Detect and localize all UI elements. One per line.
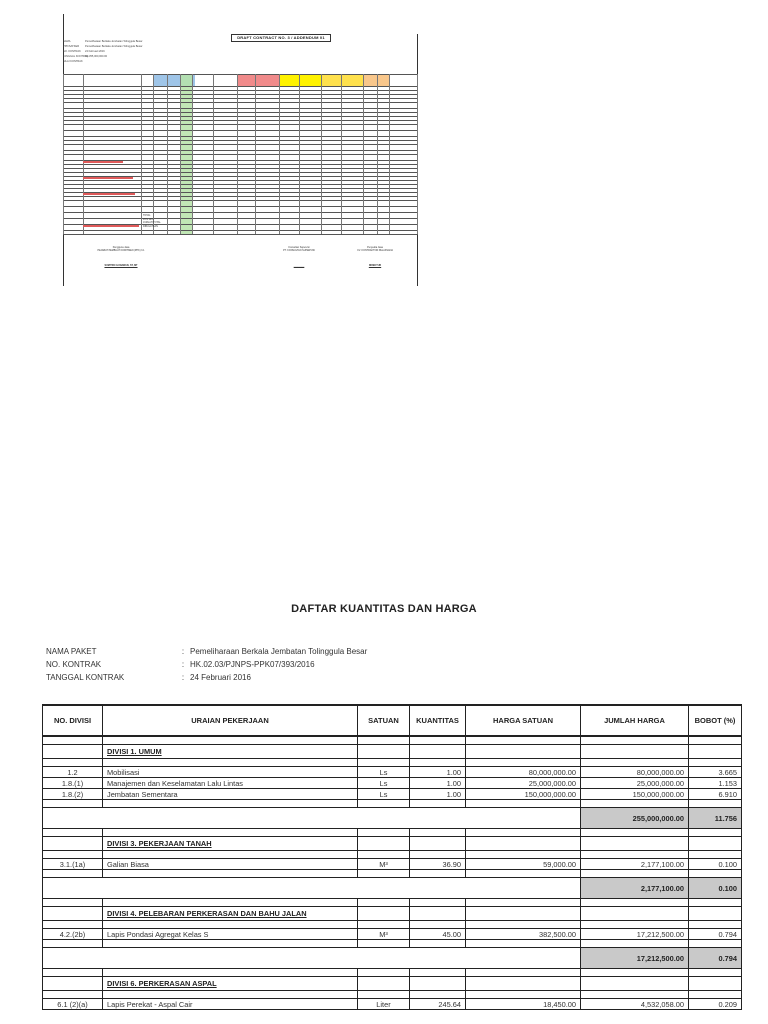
division-name: DIVISI 3. PEKERJAAN TANAH xyxy=(103,837,358,851)
subtotal-weight: 0.100 xyxy=(689,878,742,899)
thumbnail-gridline xyxy=(63,196,418,197)
thumbnail-gridline xyxy=(63,130,418,131)
thumbnail-gridline xyxy=(63,90,418,91)
col-header: KUANTITAS xyxy=(410,705,466,736)
info-label: NAMA PAKET xyxy=(46,647,97,656)
thumbnail-gridline xyxy=(63,230,418,231)
table-header xyxy=(43,705,742,736)
col-header: JUMLAH HARGA xyxy=(581,705,689,736)
thumbnail-gridline xyxy=(63,140,418,141)
signature-supervisi: Konsultan Supervisi PT. KONSULTAN SUPERVISI ________ xyxy=(283,246,315,267)
info-row xyxy=(46,658,367,671)
thumbnail-totals: TOTAL PPN 10% JUMLAH TOTAL DIBULATKAN xyxy=(143,214,161,228)
thumbnail-gridline xyxy=(63,154,418,155)
band-red xyxy=(237,74,279,86)
thumbnail-gridcol xyxy=(279,74,280,234)
col-header: BOBOT (%) xyxy=(689,705,742,736)
thumbnail-gridcol xyxy=(141,74,142,234)
thumbnail-gridline xyxy=(63,168,418,169)
info-value: 24 Februari 2016 xyxy=(190,673,251,682)
signature-penyedia: Penyedia Jasa CV. KONTRAKTOR PELAKSANA DIREKTUR xyxy=(357,246,393,267)
thumbnail-gridline xyxy=(63,164,418,165)
thumbnail-gridline xyxy=(63,74,418,75)
contract-info xyxy=(46,645,367,684)
band-orange xyxy=(363,74,389,86)
thumbnail-gridcol xyxy=(321,74,322,234)
thumbnail-gridcol xyxy=(363,74,364,234)
table-row: 1.2 Mobilisasi Ls 1.00 80,000,000.00 80,000,000.00 3.665 xyxy=(43,767,742,778)
info-value: HK.02.03/PJNPS-PPK07/393/2016 xyxy=(190,660,315,669)
thumbnail-highlight xyxy=(83,225,139,227)
division-row xyxy=(43,977,742,991)
thumbnail-gridline xyxy=(63,98,418,99)
thumbnail-highlight xyxy=(83,177,133,179)
division-row xyxy=(43,837,742,851)
thumbnail-grid xyxy=(63,74,418,234)
thumbnail-gridline xyxy=(63,112,418,113)
thumbnail-gridline xyxy=(63,144,418,145)
thumbnail-gridline xyxy=(63,94,418,95)
division-name: DIVISI 6. PERKERASAN ASPAL xyxy=(103,977,358,991)
thumbnail-gridline xyxy=(63,184,418,185)
division-name: DIVISI 4. PELEBARAN PERKERASAN DAN BAHU JALAN xyxy=(103,907,358,921)
subtotal-weight: 0.794 xyxy=(689,948,742,969)
thumbnail-gridline xyxy=(63,180,418,181)
info-colon: : xyxy=(181,673,185,682)
division-row xyxy=(43,745,742,759)
thumbnail-gridline xyxy=(63,86,418,87)
table-row: 4.2.(2b) Lapis Pondasi Agregat Kelas S M³ 45.00 382,500.00 17,212,500.00 0.794 xyxy=(43,929,742,940)
thumbnail-gridcol xyxy=(83,74,84,234)
boq-table xyxy=(42,704,742,1010)
thumbnail-title: DRAFT CONTRACT NO. 3 / ADDENDUM 01 xyxy=(231,34,331,42)
subtotal-amount: 17,212,500.00 xyxy=(581,948,689,969)
thumbnail-gridline xyxy=(63,120,418,121)
thumbnail-gridcol xyxy=(377,74,378,234)
thumbnail-meta-values: Pemeliharaan Berkala Jembatan Tolinggula Besar Pemeliharaan Berkala Jembatan Tolinggula Besar 24 Februari 2016 Rp 355,000,000.00 xyxy=(85,40,143,58)
info-label: NO. KONTRAK xyxy=(46,660,102,669)
table-row: 3.1.(1a) Galian Biasa M³ 36.90 59,000.00 2,177,100.00 0.100 xyxy=(43,859,742,870)
col-header: NO. DIVISI xyxy=(43,705,103,736)
table-row: 1.8.(2) Jembatan Sementara Ls 1.00 150,000,000.00 150,000,000.00 6.910 xyxy=(43,789,742,800)
thumbnail-gridcol xyxy=(63,74,64,234)
thumbnail-gridline xyxy=(63,200,418,201)
thumbnail-highlight xyxy=(83,193,135,195)
thumbnail-gridcol xyxy=(180,74,181,234)
band-yellow-2 xyxy=(321,74,363,86)
info-colon: : xyxy=(181,647,185,656)
thumbnail-gridline xyxy=(63,124,418,125)
subtotal-row xyxy=(43,948,742,969)
subtotal-row xyxy=(43,878,742,899)
col-header: SATUAN xyxy=(358,705,410,736)
thumbnail-gridcol xyxy=(213,74,214,234)
table-row: 1.8.(1) Manajemen dan Keselamatan Lalu Lintas Ls 1.00 25,000,000.00 25,000,000.00 1.153 xyxy=(43,778,742,789)
thumbnail-gridline xyxy=(63,234,418,235)
thumbnail-gridline xyxy=(63,188,418,189)
info-colon: : xyxy=(181,660,185,669)
division-name: DIVISI 1. UMUM xyxy=(103,745,358,759)
col-header: HARGA SATUAN xyxy=(466,705,581,736)
division-row xyxy=(43,907,742,921)
thumbnail-gridline xyxy=(63,212,418,213)
thumbnail-meta-labels: NAMA PPK/SATKER NO. KONTRAK TANGGAL KONTRAK NILAI KONTRAK xyxy=(63,40,89,63)
subtotal-row xyxy=(43,808,742,829)
thumbnail-gridline xyxy=(63,136,418,137)
thumbnail-gridline xyxy=(63,108,418,109)
info-row xyxy=(46,645,367,658)
thumbnail-gridline xyxy=(63,218,418,219)
thumbnail-highlight xyxy=(83,161,123,163)
thumbnail-gridcol xyxy=(255,74,256,234)
info-value: Pemeliharaan Berkala Jembatan Tolinggula Besar xyxy=(190,647,368,656)
thumbnail-gridcol xyxy=(389,74,390,234)
thumbnail-gridcol xyxy=(417,74,418,234)
document-title: DAFTAR KUANTITAS DAN HARGA xyxy=(291,603,477,615)
thumbnail-gridcol xyxy=(237,74,238,234)
thumbnail-gridline xyxy=(63,150,418,151)
thumbnail-gridcol xyxy=(192,74,193,234)
spreadsheet-thumbnail xyxy=(63,14,418,286)
signature-ppk: Pengguna Jasa PEJABAT PEMBUAT KOMITMEN (PPK) 3.1 SUMITRO GUNAWAN, ST, MT xyxy=(97,246,145,267)
info-label: TANGGAL KONTRAK xyxy=(46,673,125,682)
thumbnail-gridline xyxy=(63,206,418,207)
band-yellow xyxy=(279,74,321,86)
subtotal-weight: 11.756 xyxy=(689,808,742,829)
thumbnail-gridline xyxy=(63,172,418,173)
thumbnail-gridcol xyxy=(167,74,168,234)
thumbnail-gridcol xyxy=(341,74,342,234)
table-row: 6.1 (2)(a) Lapis Perekat - Aspal Cair Liter 245.64 18,450.00 4,532,058.00 0.209 xyxy=(43,999,742,1010)
info-row xyxy=(46,671,367,684)
thumbnail-gridcol xyxy=(153,74,154,234)
thumbnail-gridline xyxy=(63,116,418,117)
thumbnail-gridline xyxy=(63,102,418,103)
thumbnail-gridcol xyxy=(299,74,300,234)
subtotal-amount: 255,000,000.00 xyxy=(581,808,689,829)
subtotal-amount: 2,177,100.00 xyxy=(581,878,689,899)
col-header: URAIAN PEKERJAAN xyxy=(103,705,358,736)
